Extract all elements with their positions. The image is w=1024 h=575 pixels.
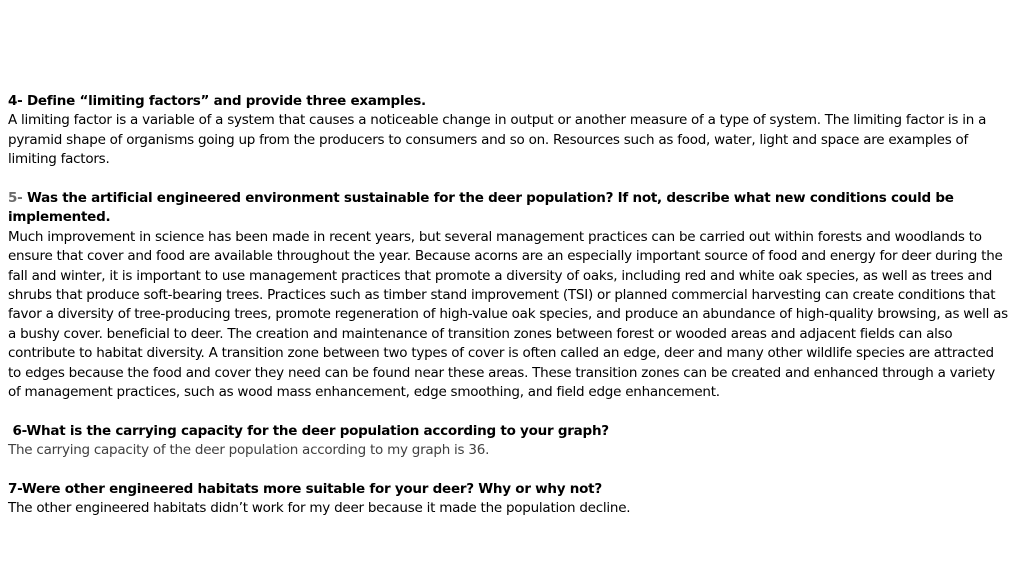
spacer (8, 170, 1008, 189)
question-5-text: Was the artificial engineered environment sustainable for the deer population? If not, describe what new conditions could be implemented. (8, 190, 954, 226)
document-body (8, 92, 1008, 519)
question-6: 6-What is the carrying capacity for the deer population according to your graph? (8, 422, 609, 439)
spacer (8, 402, 1008, 421)
question-4: 4- Define “limiting factors” and provide three examples. (8, 93, 426, 109)
answer-4: A limiting factor is a variable of a system that causes a noticeable change in output or another measure of a type of system. The limiting factor is in a pyramid shape of organisms going up from the producers to consumers and so on. Resources such as food, water, light and space are examples of limiting factors. (8, 112, 987, 168)
question-7: 7-Were other engineered habitats more suitable for your deer? Why or why not? (8, 481, 602, 498)
question-5 (8, 189, 1008, 228)
answer-7: The other engineered habitats didn’t work for my deer because it made the population decline. (8, 500, 631, 517)
answer-5: Much improvement in science has been made in recent years, but several management practices can be carried out within forests and woodlands to ensure that cover and food are available throughout the year. Because acorns are an especially important source of food and energy for deer during the fall and winter, it is important to use management practices that promote a diversity of oaks, including red and white oak species, as well as trees and shrubs that produce soft-bearing trees. Practices such as timber stand improvement (TSI) or planned commercial harvesting can create conditions that favor a diversity of tree-producing trees, promote regeneration of high-value oak species, and produce an abundance of high-quality browsing, as well as a bushy cover. beneficial to deer. The creation and maintenance of transition zones between forest or wooded areas and adjacent fields can also contribute to habitat diversity. A transition zone between two types of cover is often called an edge, deer and many other wildlife species are attracted to edges because the food and cover they need can be found near these areas. These transition zones can be created and enhanced through a variety of management practices, such as wood mass enhancement, edge smoothing, and field edge enhancement. (8, 228, 1008, 401)
spacer (8, 461, 1008, 480)
question-5-number: 5- (8, 190, 23, 207)
answer-6: The carrying capacity of the deer population according to my graph is 36. (8, 442, 490, 459)
